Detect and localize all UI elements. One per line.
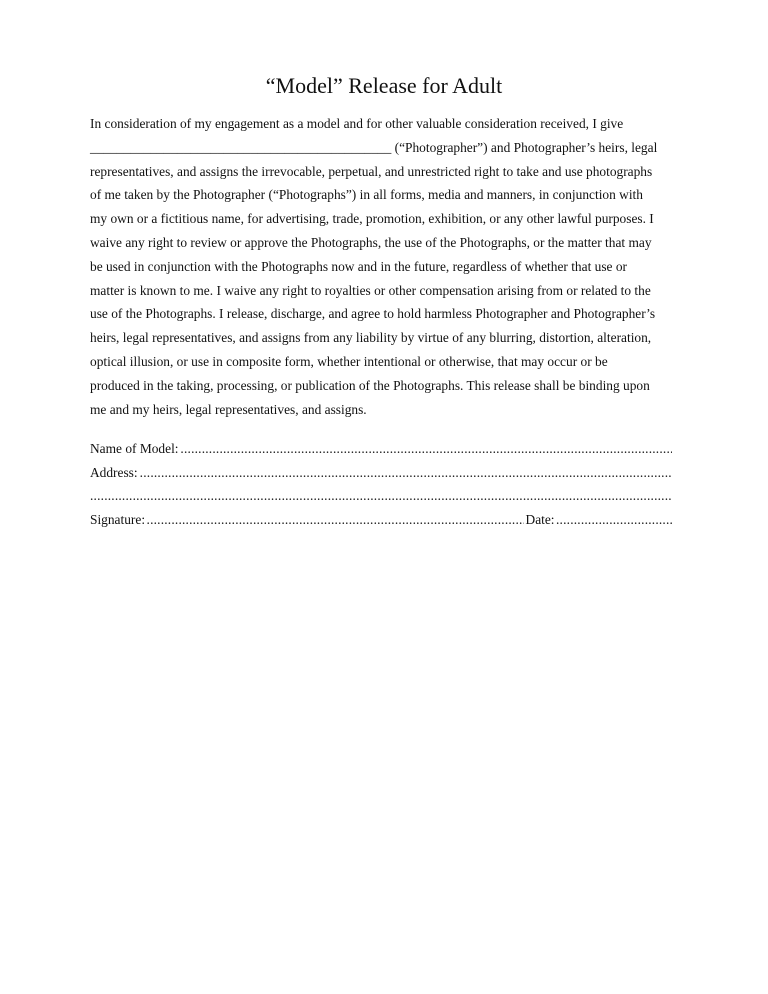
signature-field[interactable] <box>147 508 525 532</box>
date-label: Date: <box>525 511 555 527</box>
body-line: representatives, and assigns the irrevocable, perpetual, and unrestricted right to take and use photographs <box>90 163 653 179</box>
body-line: of me taken by the Photographer (“Photographs”) in all forms, media and manners, in conjunction with <box>90 187 643 203</box>
body-line: _____________________________________________ (“Photographer”) and Photographer’s heirs, legal <box>90 139 658 155</box>
model-name-field[interactable] <box>180 437 672 461</box>
model-name-row <box>90 437 672 461</box>
date-field[interactable] <box>556 508 672 532</box>
body-line: be used in conjunction with the Photographs now and in the future, regardless of whether that use or <box>90 258 627 274</box>
release-fields <box>90 437 672 531</box>
body-line: my own or a fictitious name, for advertising, trade, promotion, exhibition, or any other lawful purposes. I <box>90 211 654 227</box>
address-continued-field[interactable] <box>90 484 672 508</box>
body-line: use of the Photographs. I release, discharge, and agree to hold harmless Photographer and Photographer’s <box>90 306 656 322</box>
body-line: matter is known to me. I waive any right to royalties or other compensation arising from or related to the <box>90 282 651 298</box>
signature-row <box>90 508 672 532</box>
model-name-label: Name of Model: <box>90 441 179 456</box>
body-line: waive any right to review or approve the Photographs, the use of the Photographs, or the matter that may <box>90 234 652 250</box>
address-continued-row <box>90 484 672 508</box>
address-label: Address: <box>90 464 138 480</box>
body-line: optical illusion, or use in composite form, whether intentional or otherwise, that may occur or be <box>90 353 608 369</box>
body-line: me and my heirs, legal representatives, and assigns. <box>90 401 367 417</box>
body-line: heirs, legal representatives, and assigns from any liability by virtue of any blurring, distortion, alteration, <box>90 330 652 346</box>
address-field[interactable] <box>140 461 672 485</box>
body-line: produced in the taking, processing, or publication of the Photographs. This release shall be binding upon <box>90 377 650 393</box>
address-row <box>90 461 672 485</box>
document-title: “Model” Release for Adult <box>265 73 503 98</box>
signature-label: Signature: <box>90 511 146 527</box>
release-body <box>90 112 690 421</box>
body-line: In consideration of my engagement as a model and for other valuable consideration received, I give <box>90 116 624 131</box>
